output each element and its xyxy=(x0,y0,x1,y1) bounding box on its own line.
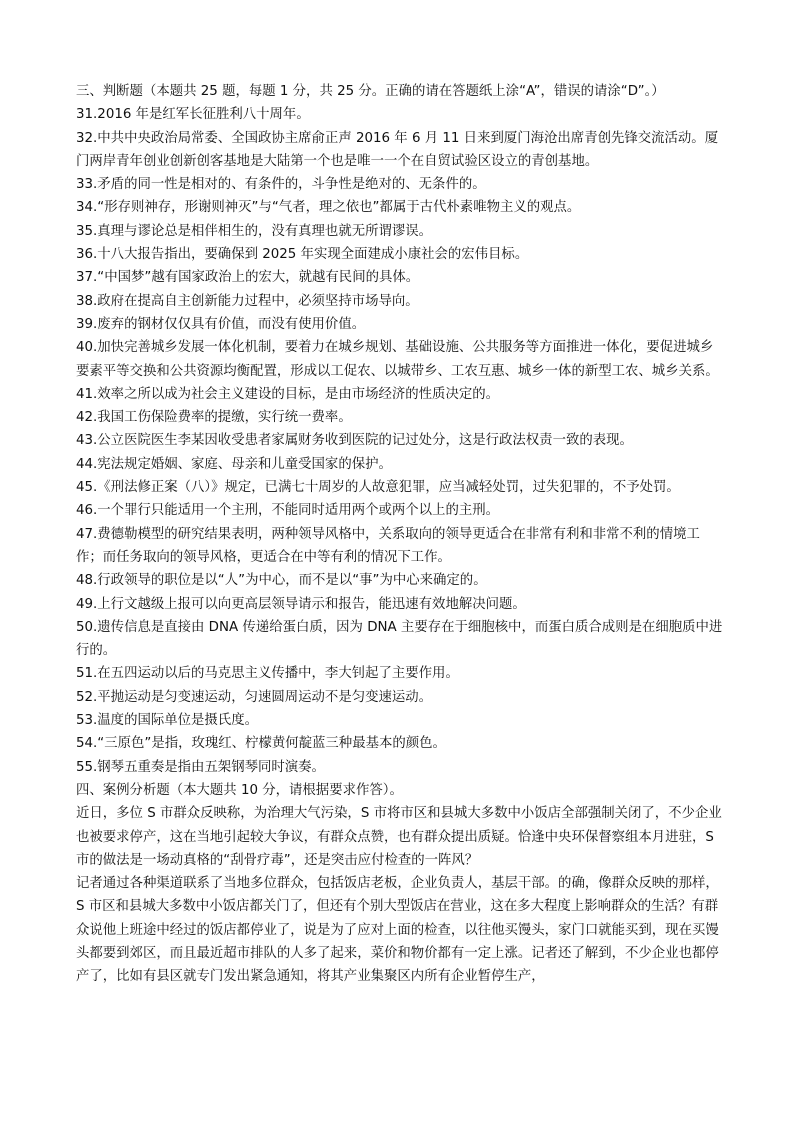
question-36: 36.十八大报告指出，要确保到 2025 年实现全面建成小康社会的宏伟目标。 xyxy=(76,247,529,263)
question-43: 43.公立医院医生李某因收受患者家属财务收到医院的记过处分，这是行政法权责一致的表现。 xyxy=(76,433,633,449)
question-39: 39.废弃的钢材仅仅具有价值，而没有使用价值。 xyxy=(76,316,366,332)
question-44: 44.宪法规定婚姻、家庭、母亲和儿童受国家的保护。 xyxy=(76,456,392,472)
question-49: 49.上行文越级上报可以向更高层领导请示和报告，能迅速有效地解决问题。 xyxy=(76,596,526,612)
question-32: 32.中共中央政治局常委、全国政协主席俞正声 2016 年 6 月 11 日来到厦门海沧出席青创先锋交流活动。厦门两岸青年创业创新创客基地是大陆第一个也是唯一一个在自贸试验区设立的青创基地。 xyxy=(76,130,719,169)
question-54: 54.“三原色”是指，玫瑰红、柠檬黄何靛蓝三种最基本的颜色。 xyxy=(76,736,446,752)
document-page xyxy=(76,80,726,989)
case-analysis-body xyxy=(76,802,726,988)
question-45: 45.《刑法修正案（八）》规定，已满七十周岁的人故意犯罪，应当减轻处罚，过失犯罪的，不予处罚。 xyxy=(76,480,680,496)
question-52: 52.平抛运动是匀变速运动，匀速圆周运动不是匀变速运动。 xyxy=(76,689,433,705)
question-46: 46.一个罪行只能适用一个主刑，不能同时适用两个或两个以上的主刑。 xyxy=(76,503,500,519)
question-40: 40.加快完善城乡发展一体化机制，要着力在城乡规划、基础设施、公共服务等方面推进一体化，要促进城乡要素平等交换和公共资源均衡配置，形成以工促农、以城带乡、工农互惠、城乡一体的新型工农、城乡关系。 xyxy=(76,340,719,379)
question-51: 51.在五四运动以后的马克思主义传播中，李大钊起了主要作用。 xyxy=(76,666,459,682)
question-41: 41.效率之所以成为社会主义建设的目标，是由市场经济的性质决定的。 xyxy=(76,386,500,402)
question-42: 42.我国工伤保险费率的提缴，实行统一费率。 xyxy=(76,410,352,426)
question-53: 53.温度的国际单位是摄氏度。 xyxy=(76,713,258,729)
question-50: 50.遗传信息是直接由 DNA 传递给蛋白质，因为 DNA 主要存在于细胞核中，而蛋白质合成则是在细胞质中进行的。 xyxy=(76,619,723,659)
true-false-question-list xyxy=(76,103,726,779)
question-35: 35.真理与谬论总是相伴相生的，没有真理也就无所谓谬误。 xyxy=(76,223,433,239)
case-paragraph-2: 记者通过各种渠道联系了当地多位群众，包括饭店老板，企业负责人，基层干部。的确，像群众反映的那样，S 市区和县城大多数中小饭店都关门了，但还有个别大型饭店在营业，这在多大程度上影响群众的生活？有群众说他上班途中经过的饭店都停业了，说是为了应对上面的检查，以往他买馒头，家门口就能买到，现在买馒头都要到郊区，而且最近超市排队的人多了起来，菜价和物价都有一定上涨。记者还了解到，不少企业也都停产了，比如有县区就专门发出紧急通知，将其产业集聚区内所有企业暂停生产， xyxy=(76,876,719,985)
section-4-heading: 四、案例分析题（本大题共 10 分，请根据要求作答）。 xyxy=(76,782,403,798)
question-38: 38.政府在提高自主创新能力过程中，必须坚持市场导向。 xyxy=(76,293,419,309)
question-48: 48.行政领导的职位是以“人”为中心，而不是以“事”为中心来确定的。 xyxy=(76,573,487,589)
section-3-heading: 三、判断题（本题共 25 题，每题 1 分，共 25 分。正确的请在答题纸上涂“A”，错误的请涂“D”。） xyxy=(76,84,665,99)
case-paragraph-1: 近日，多位 S 市群众反映称，为治理大气污染，S 市将市区和县城大多数中小饭店全部强制关闭了，不少企业也被要求停产，这在当地引起较大争议，有群众点赞，也有群众提出质疑。恰逢中央环保督察组本月进驻，S 市的做法是一场动真格的“刮骨疗毒”，还是突击应付检查的一阵风？ xyxy=(76,806,722,868)
question-33: 33.矛盾的同一性是相对的、有条件的，斗争性是绝对的、无条件的。 xyxy=(76,177,486,193)
question-34: 34.“形存则神存，形谢则神灭”与“气者，理之依也”都属于古代朴素唯物主义的观点。 xyxy=(76,200,581,216)
question-47: 47.费德勒模型的研究结果表明，两种领导风格中，关系取向的领导更适合在非常有利和非常不利的情境工作；而任务取向的领导风格，更适合在中等有利的情况下工作。 xyxy=(76,526,700,565)
question-55: 55.钢琴五重奏是指由五架钢琴同时演奏。 xyxy=(76,759,325,775)
question-31: 31.2016 年是红军长征胜利八十周年。 xyxy=(76,107,310,123)
question-37: 37.“中国梦”越有国家政治上的宏大，就越有民间的具体。 xyxy=(76,270,420,286)
